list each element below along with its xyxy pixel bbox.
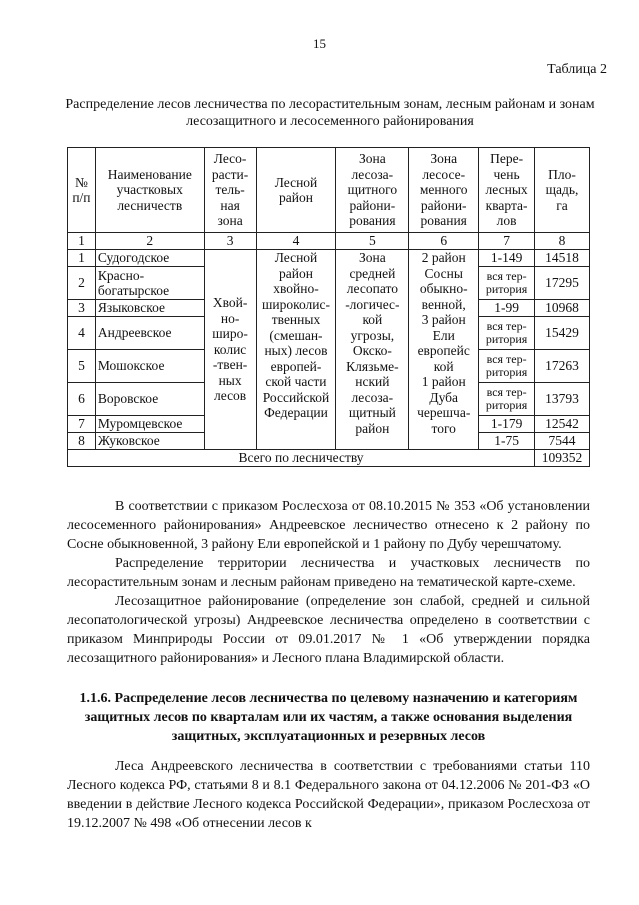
table-label: Таблица 2	[547, 62, 607, 77]
area-value: 17263	[535, 350, 590, 383]
paragraph: Леса Андреевского лесничества в соответствии с требованиями статьи 110 Лесного кодекса РФ, статьями 8 и 8.1 Федерального закона от 04.12.2006 № 201-ФЗ «О введении в действие Лесного кодекса Российской Федерации», приказом Рослесхоза от 19.12.2007 № 498 «Об отнесении лесов к	[67, 759, 590, 831]
quarters-list: вся тер- ритория	[479, 317, 535, 350]
total-area: 109352	[535, 450, 590, 467]
paragraph: В соответствии с приказом Рослесхоза от 08.10.2015 № 353 «Об установлении лесосеменного районирования» Андреевское лесничество отнесено к 2 району по Сосне обыкновенной, 3 району Ели европейской и 1 району по Дубу черешчатому.	[67, 499, 590, 552]
table-caption: Распределение лесов лесничества по лесорастительным зонам, лесным районам и зонам лесозащитного и лесосеменного районирования	[65, 97, 595, 129]
forestry-name: Языковское	[95, 300, 204, 317]
header-cell: № п/п	[68, 148, 96, 233]
table-row	[68, 250, 590, 267]
forest-distribution-table	[67, 147, 590, 467]
header-cell: Лесной район	[256, 148, 336, 233]
header-cell: Зона лесоза- щитного райони- рования	[336, 148, 409, 233]
body-text	[67, 497, 590, 668]
area-value: 12542	[535, 416, 590, 433]
paragraph: Лесозащитное районирование (определение зон слабой, средней и сильной лесопатологической угрозы) Андреевское лесничества определено в соответствии с приказом Минприроды России от 09.01.2017 № 1 «Об утверждении порядка лесозащитного районирования» и Лесного плана Владимирской области.	[67, 594, 590, 666]
column-number: 6	[409, 233, 479, 250]
forest-region: Лесной район хвойно- широколис- твенных (смешан- ных) лесов европей- ской части Российской Федерации	[256, 250, 336, 450]
header-cell: Наименование участковых лесничеств	[95, 148, 204, 233]
row-number: 1	[68, 250, 96, 267]
column-number: 7	[479, 233, 535, 250]
row-number: 2	[68, 267, 96, 300]
column-number: 8	[535, 233, 590, 250]
forestry-name: Андреевское	[95, 317, 204, 350]
area-value: 7544	[535, 433, 590, 450]
quarters-list: 1-179	[479, 416, 535, 433]
area-value: 13793	[535, 383, 590, 416]
header-cell: Лесо- расти- тель- ная зона	[204, 148, 256, 233]
row-number: 4	[68, 317, 96, 350]
quarters-list: 1-75	[479, 433, 535, 450]
area-value: 17295	[535, 267, 590, 300]
forestry-name: Жуковское	[95, 433, 204, 450]
total-label: Всего по лесничеству	[68, 450, 535, 467]
column-number-row	[68, 233, 590, 250]
column-number: 1	[68, 233, 96, 250]
forestry-name: Красно-богатырское	[95, 267, 204, 300]
area-value: 14518	[535, 250, 590, 267]
section-heading: 1.1.6. Распределение лесов лесничества по целевому назначению и категориям защитных лесов по кварталам или их частям, а также основания выделения защитных, эксплуатационных и резервных лесов	[79, 691, 578, 744]
row-number: 3	[68, 300, 96, 317]
header-cell: Пере- чень лесных кварта- лов	[479, 148, 535, 233]
forestry-name: Муромцевское	[95, 416, 204, 433]
page-number: 15	[313, 36, 326, 51]
header-cell: Зона лесосе- менного райони- рования	[409, 148, 479, 233]
row-number: 8	[68, 433, 96, 450]
quarters-list: 1-99	[479, 300, 535, 317]
column-number: 5	[336, 233, 409, 250]
column-number: 2	[95, 233, 204, 250]
table-header-row	[68, 148, 590, 233]
column-number: 4	[256, 233, 336, 250]
row-number: 7	[68, 416, 96, 433]
forestry-name: Воровское	[95, 383, 204, 416]
quarters-list: вся тер- ритория	[479, 350, 535, 383]
row-number: 6	[68, 383, 96, 416]
column-number: 3	[204, 233, 256, 250]
vegetation-zone: Хвой- но- широ- колис -твен- ных лесов	[204, 250, 256, 450]
area-value: 15429	[535, 317, 590, 350]
body-text-continued	[67, 757, 590, 833]
protection-zone: Зона средней лесопато -логичес- кой угрозы, Окско- Клязьме- нский лесоза- щитный район	[336, 250, 409, 450]
paragraph: Распределение территории лесничества и участковых лесничеств по лесорастительным зонам и лесным районам приведено на тематической карте-схеме.	[67, 556, 590, 590]
seed-zone: 2 район Сосны обыкно- венной, 3 район Ели европейс кой 1 район Дуба черешча- того	[409, 250, 479, 450]
row-number: 5	[68, 350, 96, 383]
forestry-name: Судогодское	[95, 250, 204, 267]
quarters-list: вся тер- ритория	[479, 267, 535, 300]
area-value: 10968	[535, 300, 590, 317]
forestry-name: Мошокское	[95, 350, 204, 383]
total-row	[68, 450, 590, 467]
header-cell: Пло- щадь, га	[535, 148, 590, 233]
quarters-list: 1-149	[479, 250, 535, 267]
quarters-list: вся тер- ритория	[479, 383, 535, 416]
